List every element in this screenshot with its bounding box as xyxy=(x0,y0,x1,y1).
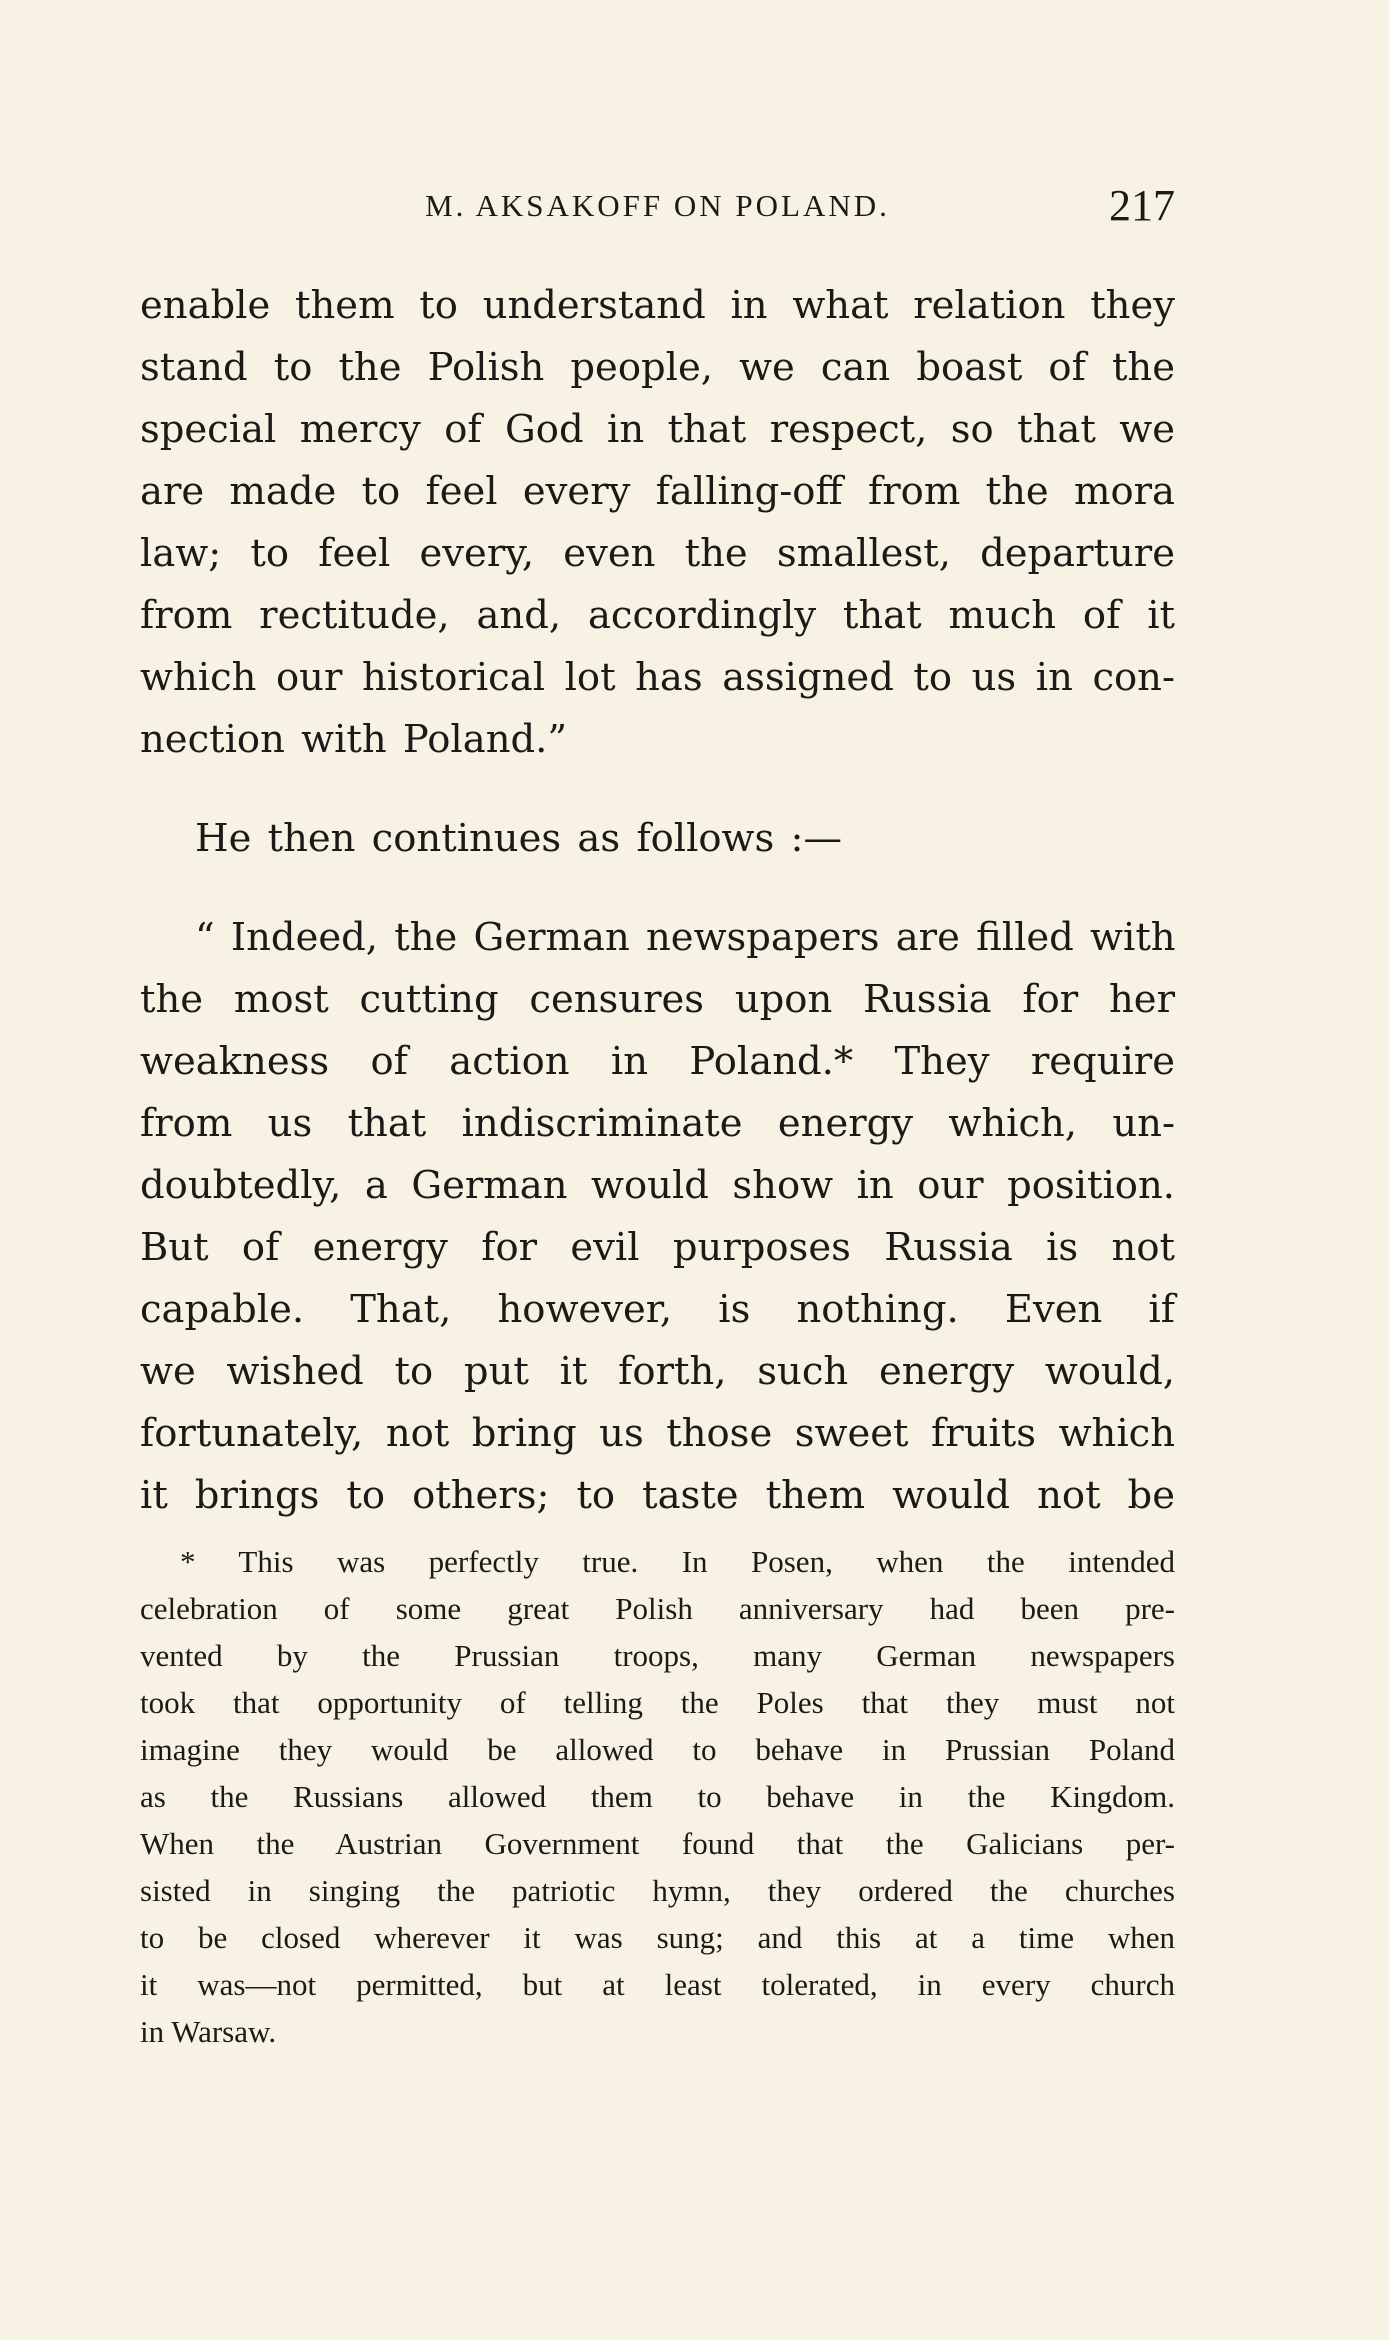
text-line: law; to feel every, even the smallest, departure xyxy=(140,531,1175,576)
text-line: are made to feel every falling-off from the mora xyxy=(140,469,1175,514)
footnote-line: to be closed wherever it was sung; and this at a time when xyxy=(140,1920,1175,1955)
running-title: M. AKSAKOFF ON POLAND. xyxy=(425,188,890,223)
paragraph-2 xyxy=(140,808,1175,870)
text-line: from us that indiscriminate energy which, un- xyxy=(140,1101,1175,1146)
text-line: weakness of action in Poland.* They require xyxy=(140,1039,1175,1084)
text-line: from rectitude, and, accordingly that much of it xyxy=(140,593,1175,638)
running-head xyxy=(140,180,1175,240)
footnote xyxy=(140,1538,1175,2055)
paragraph-3 xyxy=(140,907,1175,1527)
paragraph-gap xyxy=(140,870,1175,907)
text-line: “ Indeed, the German newspapers are filled with xyxy=(195,915,1176,960)
footnote-line: celebration of some great Polish anniversary had been pre- xyxy=(140,1591,1175,1626)
text-line: we wished to put it forth, such energy would, xyxy=(140,1349,1175,1394)
footnote-line: in Warsaw. xyxy=(140,2014,277,2049)
text-line: it brings to others; to taste them would not be xyxy=(140,1473,1175,1518)
footnote-line: vented by the Prussian troops, many German newspapers xyxy=(140,1638,1175,1673)
footnote-line: took that opportunity of telling the Poles that they must not xyxy=(140,1685,1175,1720)
footnote-line: imagine they would be allowed to behave in Prussian Poland xyxy=(140,1732,1175,1767)
body-text xyxy=(140,275,1175,1527)
text-line: capable. That, however, is nothing. Even if xyxy=(140,1287,1175,1332)
footnote-line: sisted in singing the patriotic hymn, they ordered the churches xyxy=(140,1873,1175,1908)
paragraph-gap xyxy=(140,771,1175,808)
text-line: the most cutting censures upon Russia for her xyxy=(140,977,1175,1022)
text-line: stand to the Polish people, we can boast of the xyxy=(140,345,1175,390)
text-line: nection with Poland.” xyxy=(140,717,568,762)
footnote-line: * This was perfectly true. In Posen, when the intended xyxy=(180,1544,1175,1579)
text-line: fortunately, not bring us those sweet fruits which xyxy=(140,1411,1175,1456)
footnote-line: it was—not permitted, but at least tolerated, in every church xyxy=(140,1967,1175,2002)
text-line: But of energy for evil purposes Russia is not xyxy=(140,1225,1175,1270)
paragraph-1 xyxy=(140,275,1175,771)
footnote-line: When the Austrian Government found that the Galicians per- xyxy=(140,1826,1175,1861)
text-line: doubtedly, a German would show in our position. xyxy=(140,1163,1175,1208)
text-line: enable them to understand in what relation they xyxy=(140,283,1175,328)
text-line: He then continues as follows :— xyxy=(195,816,842,861)
text-line: which our historical lot has assigned to us in con- xyxy=(140,655,1175,700)
text-line: special mercy of God in that respect, so that we xyxy=(140,407,1175,452)
page-number: 217 xyxy=(1109,181,1175,230)
footnote-line: as the Russians allowed them to behave in the Kingdom. xyxy=(140,1779,1175,1814)
